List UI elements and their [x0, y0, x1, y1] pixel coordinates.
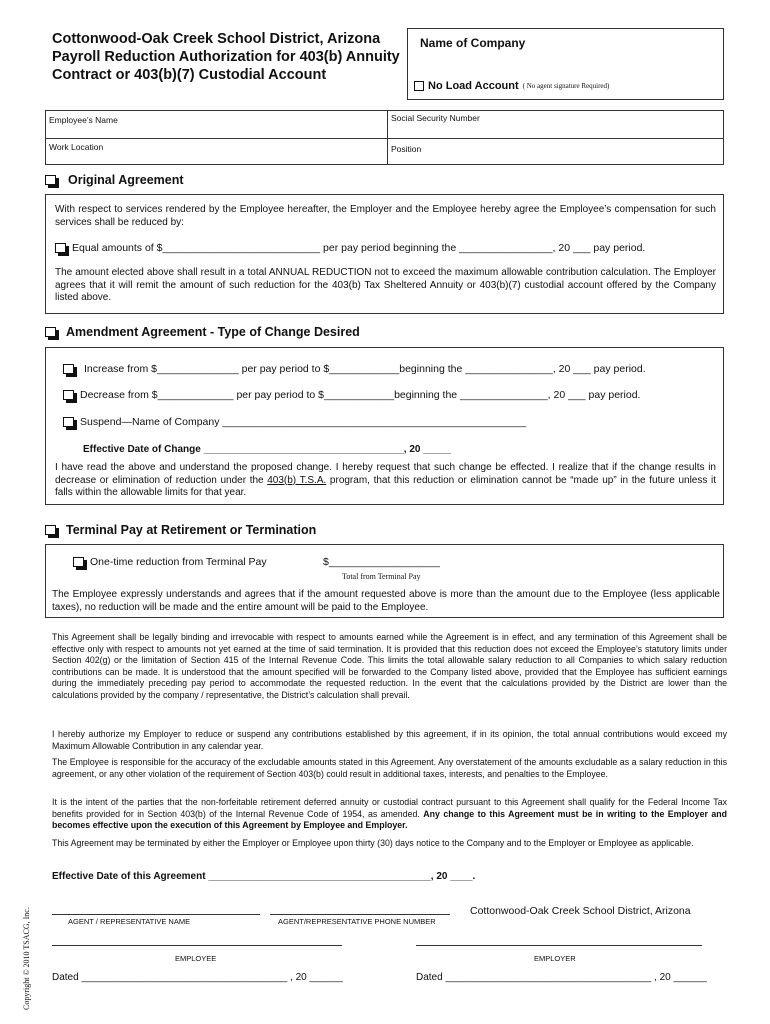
employee-signature-line[interactable] — [52, 945, 342, 946]
terminal-amount-line[interactable]: $___________________ — [323, 556, 440, 568]
no-load-note: ( No agent signature Required) — [522, 82, 610, 90]
tsa-link-text: 403(b) T.S.A. — [267, 474, 327, 486]
employer-signature-line[interactable] — [416, 945, 702, 946]
amendment-box — [45, 347, 724, 505]
increase-checkbox[interactable] — [63, 364, 74, 374]
terminal-amount-label: Total from Terminal Pay — [342, 572, 421, 581]
agent-name-line[interactable] — [52, 914, 260, 915]
suspend-checkbox[interactable] — [63, 417, 74, 427]
amendment-checkbox[interactable] — [45, 327, 56, 337]
amendment-title: Amendment Agreement - Type of Change Desired — [66, 325, 360, 339]
work-location-field[interactable]: Work Location — [49, 142, 104, 152]
change-in-writing-text: Any change to this Agreement must be in writing to the Employer and becomes effective upon the execution of this Agreement by Employee and Employer. — [52, 808, 727, 830]
agent-name-label: AGENT / REPRESENTATIVE NAME — [68, 917, 191, 926]
amendment-ack — [55, 462, 716, 500]
binding-paragraph: This Agreement shall be legally binding and irrevocable with respect to amounts earned while the Agreement is in effect, and any termination of this Agreement shall be effective only with respect to amounts not yet earned at the time of said termination. It is provided that this reduction does not exceed the Employee’s statutory limits under Section 402(g) or the limitation of Section 415 of the Internal Revenue Code. This limits the total allowable salary reduction to all Companies to which salary reduction contributions can be made. It is understood that the amount specified will be forwarded to the Company listed above, provided that the Employee has sufficient earnings during the immediately preceding pay period to accommodate the requested reduction. In the event that the calculations provided by the District are lower than the calculations provided by the company / representative, the District’s calculation shall prevail. — [52, 632, 727, 700]
original-agreement-box — [45, 194, 724, 314]
employer-dated-line[interactable]: Dated _____________________________________ , 20 ______ — [416, 972, 707, 983]
district-name: Cottonwood-Oak Creek School District, Arizona — [470, 905, 691, 917]
terminal-pay-header[interactable] — [45, 523, 316, 537]
employee-name-field[interactable]: Employee’s Name — [49, 115, 118, 125]
intent-text: It is the intent of the parties that the non-forfeitable retirement deferred annuity or custodial contract pursuant to this Agreement shall qualify for the Federal Income Tax benefits provided for in Section 403(b) of the Internal Revenue Code of 1954, as amended. — [52, 797, 727, 819]
agent-phone-label: AGENT/REPRESENTATIVE PHONE NUMBER — [278, 917, 436, 926]
increase-text: Increase from $______________ per pay period to $____________beginning the _______________, 20 ___ pay period. — [84, 363, 646, 375]
agreement-effective-date[interactable]: Effective Date of this Agreement ________________________________________, 20 ____. — [52, 871, 476, 882]
suspend-text: Suspend—Name of Company ____________________________________________________ — [80, 416, 527, 428]
terminal-note: The Employee expressly understands and agrees that if the amount requested above is more than the amount due to the Employee (less applicable taxes), no reduction will be made and the entire amount will be paid to the Employee. — [52, 589, 720, 613]
terminal-pay-checkbox[interactable] — [45, 525, 56, 535]
onetime-row[interactable] — [73, 556, 267, 568]
company-box[interactable] — [407, 28, 724, 100]
original-agreement-title: Original Agreement — [68, 173, 184, 187]
amendment-header[interactable] — [45, 325, 360, 339]
original-agreement-checkbox[interactable] — [45, 175, 56, 185]
form-title: Cottonwood-Oak Creek School District, Arizona Payroll Reduction Authorization for 403(b) Annuity Contract or 403(b)(7) Custodial Account — [52, 31, 400, 83]
termination-paragraph: This Agreement may be terminated by either the Employer or Employee upon thirty (30) days notice to the Company and to the Employer or Employee as applicable. — [52, 838, 694, 848]
authorize-paragraph: I hereby authorize my Employer to reduce or suspend any contributions established by this agreement, if in its opinion, the total annual contributions would exceed my Maximum Allowable Contribution in any calendar year. — [52, 729, 727, 751]
agent-phone-line[interactable] — [270, 914, 450, 915]
ack-text-1: I have read the above and understand the proposed change. I hereby request that such change be effected. I realize that if the change results in decrease or elimination of reduction under the — [55, 462, 716, 486]
no-load-checkbox[interactable] — [414, 81, 424, 91]
employee-label: EMPLOYEE — [175, 954, 217, 963]
decrease-row[interactable] — [63, 389, 640, 401]
company-name-label: Name of Company — [420, 36, 526, 50]
terminal-pay-box — [45, 544, 724, 618]
increase-row[interactable] — [63, 363, 646, 375]
decrease-text: Decrease from $_____________ per pay period to $____________beginning the _______________, 20 ___ pay period. — [80, 389, 641, 401]
no-load-label: No Load Account — [428, 80, 519, 92]
copyright-notice: Copyright © 2010 TSACG, Inc. — [22, 907, 31, 1010]
original-elected-text: The amount elected above shall result in a total ANNUAL REDUCTION not to exceed the maximum allowable contribution calculation. The Employer agrees that it will remit the amount of such reduction for the 403(b) Tax Sheltered Annuity or 403(b)(7) custodial account offered by the Company listed above. — [55, 267, 716, 303]
no-load-row[interactable] — [414, 80, 609, 92]
original-agreement-header[interactable] — [45, 173, 184, 187]
ack-text-2: program, that this reduction or elimination cannot be “made up” in the future unless it falls within the allowable limits for that year. — [55, 474, 716, 498]
employer-label: EMPLOYER — [534, 954, 576, 963]
original-intro: With respect to services rendered by the Employee hereafter, the Employer and the Employee hereby agree the Employee’s compensation for such services shall be reduced by: — [55, 204, 716, 228]
terminal-pay-title: Terminal Pay at Retirement or Termination — [66, 523, 317, 537]
equal-amounts-text: Equal amounts of $___________________________ per pay period beginning the ________________, 20 ___ pay period. — [72, 242, 646, 254]
intent-paragraph — [52, 797, 727, 832]
suspend-row[interactable] — [63, 416, 526, 428]
employee-dated-line[interactable]: Dated _____________________________________ , 20 ______ — [52, 972, 343, 983]
onetime-text: One-time reduction from Terminal Pay — [90, 556, 267, 568]
employee-info-grid — [45, 110, 724, 165]
decrease-checkbox[interactable] — [63, 390, 74, 400]
responsibility-paragraph: The Employee is responsible for the accuracy of the excludable amounts stated in this Agreement. Any overstatement of the amounts excludable as a salary reduction in this agreement, or any other violation of the requirement of Section 403(b) could result in additional taxes, interests, and penalties to the Employee. — [52, 757, 727, 779]
change-effective-date[interactable]: Effective Date of Change ____________________________________, 20 _____ — [83, 444, 452, 455]
equal-amounts-row[interactable] — [55, 242, 645, 254]
position-field[interactable]: Position — [391, 144, 422, 154]
ssn-field[interactable]: Social Security Number — [391, 113, 480, 123]
equal-amounts-checkbox[interactable] — [55, 243, 66, 253]
onetime-checkbox[interactable] — [73, 557, 84, 567]
